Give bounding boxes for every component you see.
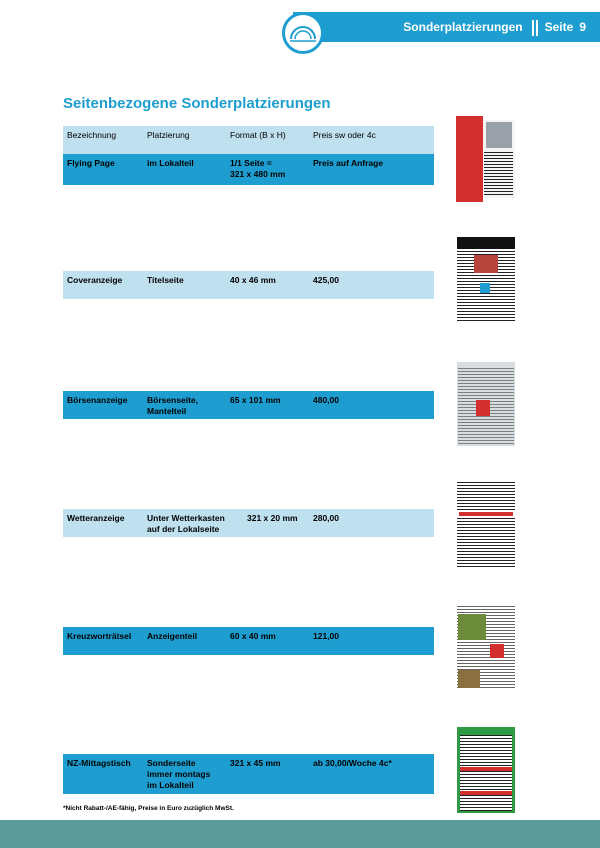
placement-line: im Lokalteil — [147, 158, 194, 168]
row-name: Wetteranzeige — [67, 513, 125, 523]
stock-page-thumbnail — [456, 360, 516, 446]
row-name: Kreuzworträtsel — [67, 631, 132, 641]
placement-line: Unter Wetterkasten — [147, 513, 225, 523]
row-format: 65 x 101 mm — [230, 395, 281, 405]
placement-line: auf der Lokalseite — [147, 524, 220, 534]
row-format: 321 x 20 mm — [247, 513, 298, 523]
table-row — [63, 154, 434, 185]
row-placement: Anzeigenteil — [147, 631, 198, 641]
header-text — [403, 12, 600, 42]
crossword-page-thumbnail — [456, 604, 516, 690]
row-name: Coveranzeige — [67, 275, 123, 285]
header-separator — [532, 20, 534, 36]
table-row — [63, 754, 434, 794]
row-price: 121,00 — [313, 631, 339, 641]
placement-line: Sonderseite — [147, 758, 196, 768]
cover-thumbnail — [456, 237, 516, 323]
row-name: NZ-Mittagstisch — [67, 758, 131, 768]
photo — [486, 122, 512, 148]
logo-icon — [282, 12, 324, 54]
table-row — [63, 271, 434, 299]
lunch-ad-highlight — [460, 767, 512, 771]
crossword-ad-highlight — [490, 644, 504, 658]
weather-ad-highlight — [459, 512, 513, 516]
row-name: Flying Page — [67, 158, 115, 168]
row-name: Börsenanzeige — [67, 395, 128, 405]
placement-line: immer montags — [147, 769, 211, 779]
header-section: Sonderplatzierungen — [403, 20, 523, 34]
row-price: 280,00 — [313, 513, 339, 523]
flying-page-highlight — [456, 116, 483, 202]
table-header — [63, 126, 434, 154]
stock-ad-highlight — [476, 400, 490, 416]
column-header: Platzierung — [147, 130, 190, 140]
row-format: 60 x 40 mm — [230, 631, 276, 641]
row-price: ab 30,00/Woche 4c* — [313, 758, 392, 768]
masthead — [457, 237, 515, 249]
placement-line: Mantelteil — [147, 406, 187, 416]
page-number: 9 — [579, 20, 586, 34]
photo — [458, 614, 486, 640]
placement-line: Börsenseite, — [147, 395, 199, 405]
text-columns — [457, 482, 515, 568]
photo — [474, 255, 498, 273]
row-format: 321 x 45 mm — [230, 758, 281, 768]
column-header: Bezeichnung — [67, 130, 117, 140]
table-row — [63, 509, 434, 537]
row-price: Preis auf Anfrage — [313, 158, 384, 168]
format-line: 1/1 Seite = — [230, 158, 272, 168]
page-label: Seite — [544, 20, 574, 34]
flying-page-thumbnail — [456, 116, 516, 202]
lunch-ad-highlight — [460, 791, 512, 795]
row-placement: Titelseite — [147, 275, 184, 285]
row-placement — [147, 395, 198, 417]
row-price: 480,00 — [313, 395, 339, 405]
row-format: 40 x 46 mm — [230, 275, 276, 285]
table-row — [63, 391, 434, 419]
cover-ad-highlight — [480, 283, 490, 293]
text-columns — [484, 152, 513, 196]
page-title: Seitenbezogene Sonderplatzierungen — [63, 95, 331, 112]
row-format — [230, 158, 285, 180]
table-row — [63, 627, 434, 655]
weather-page-thumbnail — [456, 482, 516, 568]
row-placement — [147, 513, 225, 535]
row-price: 425,00 — [313, 275, 339, 285]
format-line: 321 x 480 mm — [230, 169, 286, 179]
text-columns — [460, 735, 512, 811]
photo — [458, 670, 480, 688]
row-placement — [147, 758, 210, 791]
row-placement — [147, 158, 194, 169]
footnote: *Nicht Rabatt-/AE-fähig, Preise in Euro zuzüglich MwSt. — [63, 805, 234, 812]
column-header: Preis sw oder 4c — [313, 130, 376, 140]
placement-line: im Lokalteil — [147, 780, 194, 790]
lunch-page-thumbnail — [456, 727, 516, 813]
header-bar — [293, 12, 600, 42]
column-header: Format (B x H) — [230, 130, 286, 140]
bottom-bar — [0, 820, 600, 848]
